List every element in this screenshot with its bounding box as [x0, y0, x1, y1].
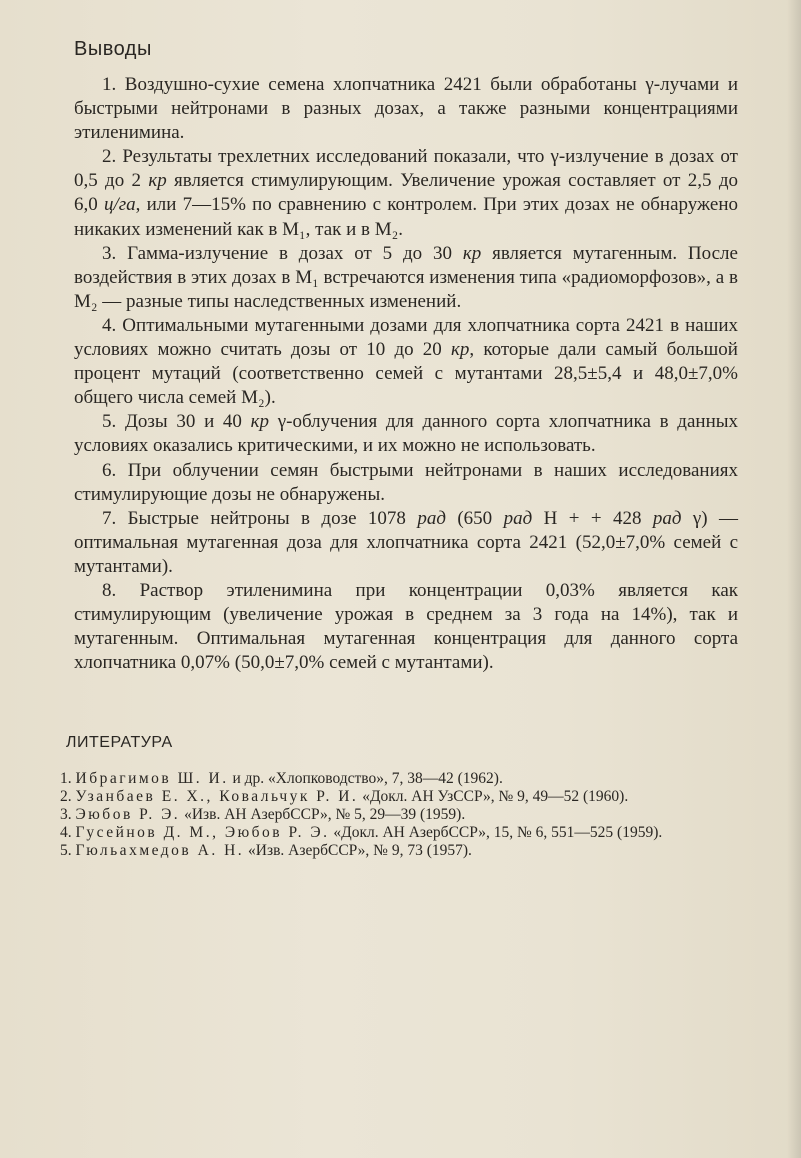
conclusion-8: [74, 579, 738, 675]
conclusion-3-text-b: является мутагенным. После воздействия в этих дозах в M₁ встречаются изменения типа «радиоморфозов», а в M₂ — разные типы наследственных изменений.: [74, 242, 738, 312]
reference-number: 4.: [60, 823, 76, 841]
conclusion-4: [74, 314, 738, 410]
reference-number: 3.: [60, 805, 76, 823]
conclusion-7-text-d: γ) — оптимальная мутагенная доза для хлопчатника сорта 2421 (52,0±7,0% семей с мутантами).: [74, 507, 739, 577]
reference-item: [60, 824, 740, 842]
unit-kr: кр: [250, 411, 270, 433]
reference-number: 5.: [60, 841, 76, 859]
reference-list: [60, 770, 740, 860]
reference-author: Гюльахмедов А. Н.: [75, 841, 245, 859]
unit-rad: рад: [503, 507, 533, 529]
literature-heading: ЛИТЕРАТУРА: [66, 734, 173, 751]
conclusion-3-text-a: 3. Гамма-излучение в дозах от 5 до 30: [102, 242, 463, 264]
reference-number: 1.: [60, 770, 76, 787]
reference-details: «Докл. АН АзербССР», 15, № 6, 551—525 (1959).: [329, 823, 663, 841]
reference-author: Узанбаев Е. Х., Ковальчук Р. И.: [75, 787, 359, 805]
conclusion-2-text-a: 2. Результаты трехлетних исследований показали, что γ-излучение в дозах от 0,5 до 2: [74, 146, 738, 192]
conclusion-2: [74, 145, 738, 241]
unit-kr: кр: [148, 170, 167, 192]
reference-item: [60, 806, 740, 824]
conclusion-5-text-a: 5. Дозы 30 и 40: [102, 411, 251, 433]
unit-c-ga: ц/га: [103, 194, 136, 216]
reference-details: «Докл. АН УзССР», № 9, 49—52 (1960).: [358, 787, 629, 805]
conclusion-7: [74, 507, 738, 579]
conclusion-5-text-b: γ-облучения для данного сорта хлопчатника в данных условиях оказались критическими, и их можно не использовать.: [74, 411, 738, 457]
conclusion-4-text-b: , которые дали самый большой процент мутаций (соответственно семей с мутантами 28,5±5,4 и 48,0±7,0% общего числа семей M₂).: [74, 339, 738, 409]
conclusion-1: [74, 73, 738, 145]
conclusion-7-text-a: 7. Быстрые нейтроны в дозе 1078: [102, 507, 418, 529]
conclusion-2-text-c: , или 7—15% по сравнению с контролем. При этих дозах не обнаружено никаких изменений как в M₁, так и в M₂.: [74, 194, 738, 240]
conclusion-7-text-c: H + + 428: [532, 507, 653, 529]
reference-item: [60, 788, 740, 806]
reference-item: [60, 770, 740, 788]
conclusion-3: [74, 242, 738, 314]
conclusion-5: [74, 410, 738, 458]
reference-author: Гусейнов Д. М., Эюбов Р. Э.: [75, 823, 330, 841]
reference-details: «Изв. АН АзербССР», № 5, 29—39 (1959).: [180, 805, 466, 823]
unit-kr: кр: [462, 242, 482, 264]
reference-number: 2.: [60, 787, 76, 805]
section-title: Выводы: [74, 38, 152, 60]
page-edge-shadow: [787, 0, 801, 1158]
reference-author: Эюбов Р. Э.: [75, 805, 181, 823]
conclusion-7-text-b: (650: [445, 507, 504, 529]
unit-kr: кр: [451, 339, 470, 361]
conclusion-6-text: 6. При облучении семян быстрыми нейтронами в наших исследованиях стимулирующие дозы не обнаружены.: [74, 459, 738, 505]
reference-author: Ибрагимов Ш. И.: [75, 770, 229, 787]
unit-rad: рад: [652, 507, 682, 529]
conclusions-list: [74, 73, 738, 675]
conclusion-4-text-a: 4. Оптимальными мутагенными дозами для хлопчатника сорта 2421 в наших условиях можно считать дозы от 10 до 20: [74, 314, 738, 361]
reference-details: «Изв. АзербССР», № 9, 73 (1957).: [244, 841, 472, 859]
reference-details: и др. «Хлопководство», 7, 38—42 (1962).: [228, 770, 503, 787]
conclusion-6: [74, 459, 738, 507]
conclusion-2-text-b: является стимулирующим. Увеличение урожая составляет от 2,5 до 6,0: [74, 170, 738, 216]
reference-item: [60, 842, 740, 860]
unit-rad: рад: [417, 507, 446, 529]
conclusion-1-text: 1. Воздушно-сухие семена хлопчатника 2421 были обработаны γ-лучами и быстрыми нейтронами в разных дозах, а также разными концентрациями этиленимина.: [74, 74, 738, 144]
conclusion-8-text: 8. Раствор этиленимина при концентрации 0,03% является как стимулирующим (увеличение урожая в среднем за 3 года на 14%), так и мутагенным. Оптимальная мутагенная концентрация для данного сорта хлопчатника 0,07% (50,0±7,0% семей с мутантами).: [74, 579, 738, 674]
